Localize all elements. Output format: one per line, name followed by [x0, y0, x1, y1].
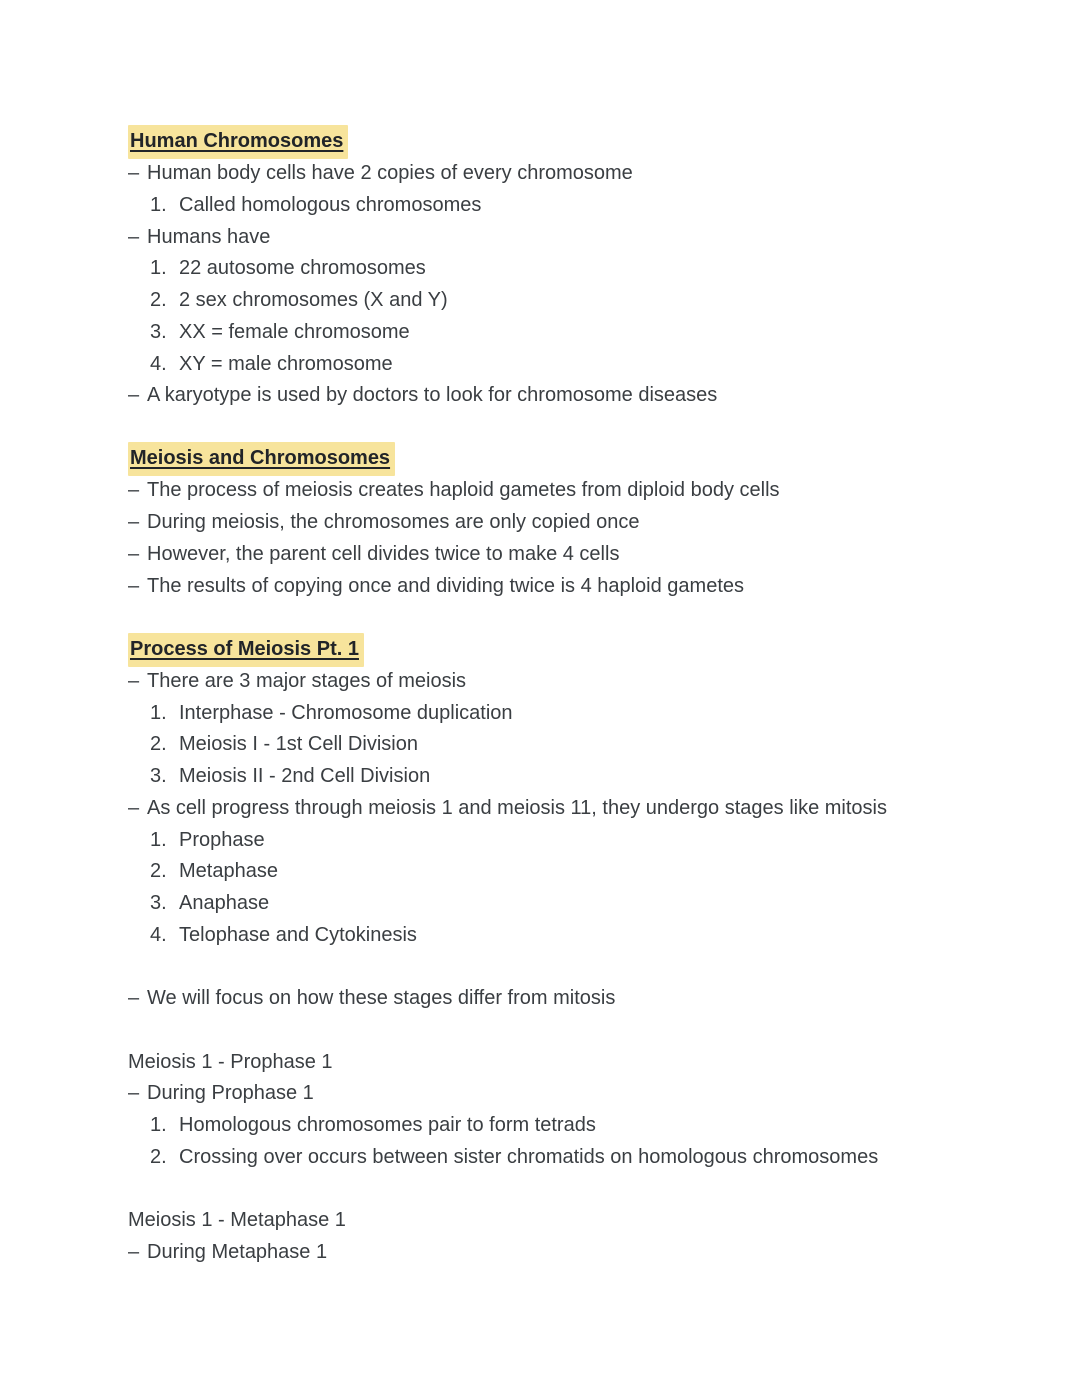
text-line-content: Meiosis 1 - Metaphase 1	[128, 1209, 346, 1232]
bullet-line	[128, 507, 988, 539]
bullet-line	[128, 539, 988, 571]
numbered-item	[128, 824, 988, 856]
numbered-item	[128, 285, 988, 317]
dash-marker: –	[128, 1241, 140, 1264]
numbered-item-text: 22 autosome chromosomes	[179, 257, 426, 280]
dash-marker: –	[128, 669, 140, 692]
dash-marker: –	[128, 987, 140, 1010]
dash-marker: –	[128, 542, 140, 565]
numbered-item	[128, 253, 988, 285]
numbered-item	[128, 1142, 988, 1174]
numbered-item	[128, 316, 988, 348]
numbered-item	[128, 888, 988, 920]
numbered-item	[128, 856, 988, 888]
list-number: 1.	[150, 257, 167, 280]
numbered-item-text: Metaphase	[179, 860, 278, 883]
bullet-text: There are 3 major stages of meiosis	[147, 669, 467, 692]
bullet-text: Human body cells have 2 copies of every chromosome	[147, 162, 633, 185]
bullet-line	[128, 380, 988, 412]
numbered-item	[128, 189, 988, 221]
list-number: 2.	[150, 860, 167, 883]
section-heading	[128, 126, 988, 158]
numbered-item-text: Homologous chromosomes pair to form tetrads	[179, 1114, 596, 1137]
text-line-content: Meiosis 1 - Prophase 1	[128, 1050, 333, 1073]
list-number: 1.	[150, 193, 167, 216]
numbered-item	[128, 761, 988, 793]
dash-marker: –	[128, 384, 140, 407]
bullet-line	[128, 221, 988, 253]
bullet-line	[128, 1237, 988, 1269]
list-number: 2.	[150, 289, 167, 312]
list-number: 4.	[150, 923, 167, 946]
bullet-text: During meiosis, the chromosomes are only copied once	[147, 511, 640, 534]
dash-marker: –	[128, 162, 140, 185]
numbered-item-text: Prophase	[179, 828, 265, 851]
numbered-item-text: XX = female chromosome	[179, 320, 410, 343]
heading-highlight: Meiosis and Chromosomes	[128, 442, 395, 476]
document-content	[128, 126, 988, 1268]
numbered-item-text: Crossing over occurs between sister chromatids on homologous chromosomes	[179, 1145, 879, 1168]
section-heading	[128, 443, 988, 475]
list-number: 2.	[150, 733, 167, 756]
bullet-text: The process of meiosis creates haploid gametes from diploid body cells	[147, 479, 780, 502]
bullet-line	[128, 792, 988, 824]
numbered-item-text: Anaphase	[179, 891, 270, 914]
list-number: 3.	[150, 320, 167, 343]
numbered-item	[128, 729, 988, 761]
bullet-line	[128, 665, 988, 697]
list-number: 1.	[150, 1114, 167, 1137]
dash-marker: –	[128, 574, 140, 597]
numbered-item	[128, 348, 988, 380]
numbered-item-text: Telophase and Cytokinesis	[179, 923, 417, 946]
numbered-item	[128, 919, 988, 951]
list-number: 1.	[150, 701, 167, 724]
dash-marker: –	[128, 479, 140, 502]
bullet-text: Humans have	[147, 225, 271, 248]
bullet-text: The results of copying once and dividing twice is 4 haploid gametes	[147, 574, 745, 597]
list-number: 1.	[150, 828, 167, 851]
blank-line	[128, 1015, 988, 1047]
numbered-item-text: Called homologous chromosomes	[179, 193, 482, 216]
dash-marker: –	[128, 225, 140, 248]
bullet-text: We will focus on how these stages differ from mitosis	[147, 987, 616, 1010]
numbered-item-text: 2 sex chromosomes (X and Y)	[179, 289, 448, 312]
bullet-line	[128, 983, 988, 1015]
blank-line	[128, 951, 988, 983]
list-number: 3.	[150, 891, 167, 914]
numbered-item	[128, 697, 988, 729]
numbered-item-text: Interphase - Chromosome duplication	[179, 701, 513, 724]
list-number: 2.	[150, 1145, 167, 1168]
list-number: 4.	[150, 352, 167, 375]
list-number: 3.	[150, 765, 167, 788]
numbered-item-text: Meiosis II - 2nd Cell Division	[179, 765, 431, 788]
dash-marker: –	[128, 511, 140, 534]
heading-highlight: Process of Meiosis Pt. 1	[128, 633, 364, 667]
blank-line	[128, 412, 988, 444]
dash-marker: –	[128, 1082, 140, 1105]
bullet-text: During Metaphase 1	[147, 1241, 328, 1264]
text-line	[128, 1046, 988, 1078]
bullet-line	[128, 1078, 988, 1110]
numbered-item-text: XY = male chromosome	[179, 352, 393, 375]
blank-line	[128, 1173, 988, 1205]
bullet-text: As cell progress through meiosis 1 and meiosis 11, they undergo stages like mitosis	[147, 796, 887, 819]
dash-marker: –	[128, 796, 140, 819]
bullet-text: However, the parent cell divides twice to make 4 cells	[147, 542, 620, 565]
heading-highlight: Human Chromosomes	[128, 125, 348, 159]
numbered-item	[128, 1110, 988, 1142]
blank-line	[128, 602, 988, 634]
bullet-line	[128, 570, 988, 602]
numbered-item-text: Meiosis I - 1st Cell Division	[179, 733, 418, 756]
text-line	[128, 1205, 988, 1237]
bullet-text: A karyotype is used by doctors to look for chromosome diseases	[147, 384, 718, 407]
bullet-line	[128, 475, 988, 507]
bullet-line	[128, 158, 988, 190]
section-heading	[128, 634, 988, 666]
bullet-text: During Prophase 1	[147, 1082, 314, 1105]
